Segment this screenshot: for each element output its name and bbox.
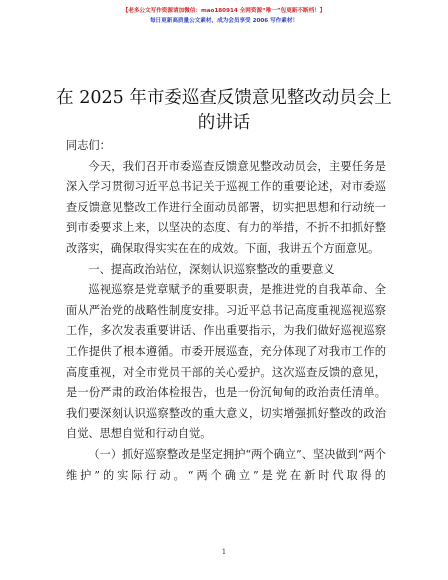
- section-heading-1: 一、提高政治站位，深刻认识巡察整改的重要意义: [88, 262, 335, 276]
- salutation: 同志们：: [66, 139, 111, 152]
- promo-banner: [0, 6, 448, 26]
- banner-line-1: 【老多公文写作资源请加微信：mao180914 全网资源“唯一”包更新不断档！】: [122, 8, 326, 14]
- paragraph-significance: 巡视巡察是党章赋予的重要职责，是推进党的自我革命、全面从严治党的战略性制度安排。习近平总书记高度重视巡视巡察工作，多次发表重要讲话、作出重要指示，为我们做好巡视巡察工作提供了根本遵循。市委开展巡查，充分体现了对我市工作的高度重视，对全市党员干部的关心爱护。这次巡查反馈的意见，是一份严肃的政治体检报告，也是一份沉甸甸的政治责任清单。我们要深刻认识巡察整改的重大意义，切实增强抓好整改的政治自觉、思想自觉和行动自觉。: [66, 283, 386, 441]
- banner-line-2: 每日更新高质量公文素材，成为会员享受 2006 写作素材！: [149, 18, 299, 24]
- page-number: 1: [221, 548, 227, 556]
- paragraph-subsection-1: （一）抓好巡察整改是坚定拥护“两个确立”、坚决做到“两个维护”的实际行动。“两个确立”是党在新时代取得的: [66, 447, 386, 482]
- paragraph-intro: 今天，我们召开市委巡查反馈意见整改动员会，主要任务是深入学习贯彻习近平总书记关于巡视工作的重要论述，对市委巡查反馈意见整改工作进行全面动员部署，切实把思想和行动统一到市委要求上来，以坚决的态度、有力的举措，不折不扣抓好整改落实，确保取得实实在在的成效。下面，我讲五个方面意见。: [66, 159, 386, 255]
- document-body: [66, 136, 386, 486]
- document-title: 在 2025 年市委巡查反馈意见整改动员会上的讲话: [56, 88, 392, 133]
